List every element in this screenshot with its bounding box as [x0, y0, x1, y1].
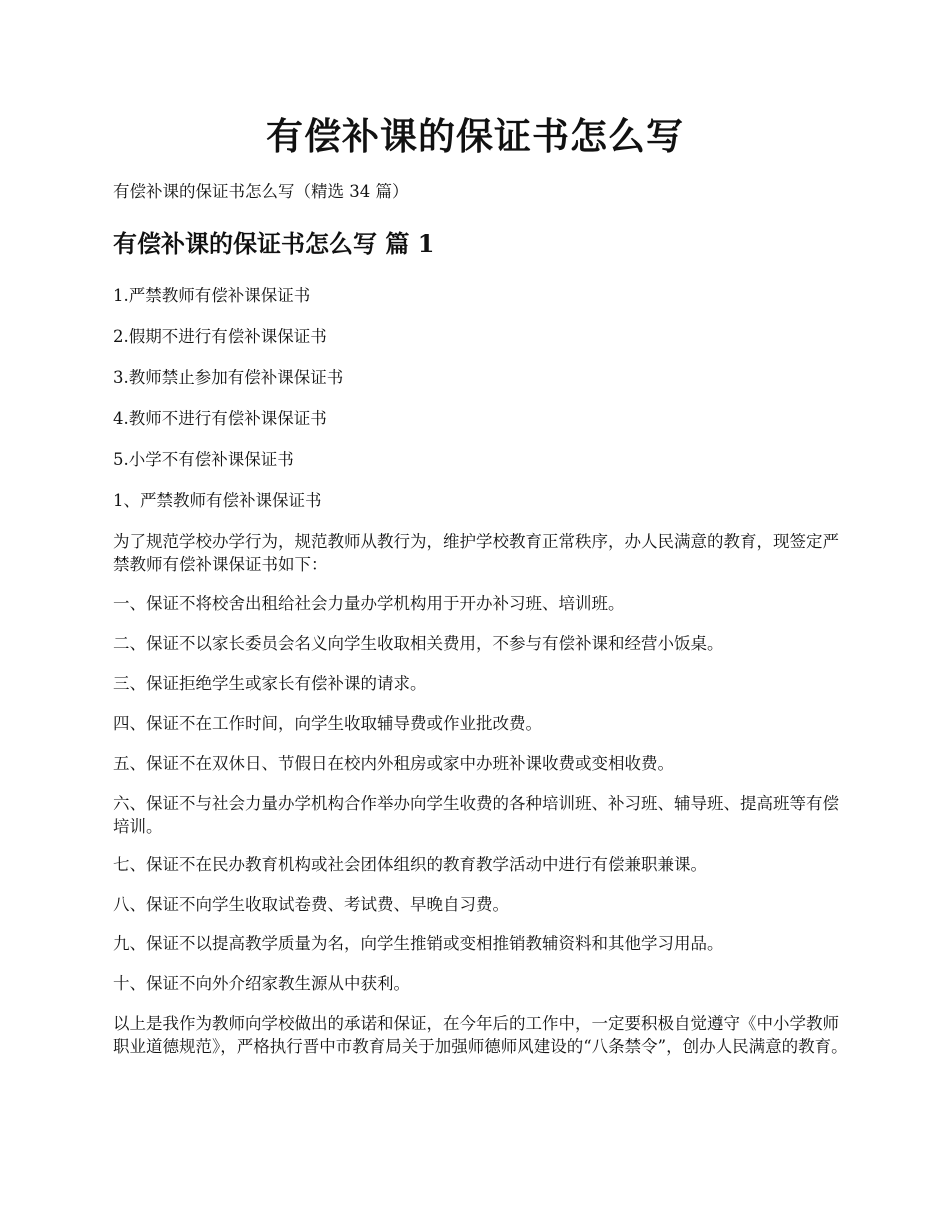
list-item: 4.教师不进行有偿补课保证书 [113, 409, 327, 428]
list-item: 二、保证不以家长委员会名义向学生收取相关费用，不参与有偿补课和经营小饭桌。 [113, 634, 724, 653]
list-item: 六、保证不与社会力量办学机构合作举办向学生收费的各种培训班、补习班、辅导班、提高班等有偿培训。 [113, 794, 839, 836]
list-item: 八、保证不向学生收取试卷费、考试费、早晚自习费。 [113, 895, 509, 914]
list-item: 1.严禁教师有偿补课保证书 [113, 286, 311, 305]
intro-paragraph: 为了规范学校办学行为，规范教师从教行为，维护学校教育正常秩序，办人民满意的教育，现签定严禁教师有偿补课保证书如下： [113, 532, 839, 574]
list-item: 五、保证不在双休日、节假日在校内外租房或家中办班补课收费或变相收费。 [113, 754, 674, 773]
section-heading: 有偿补课的保证书怎么写 篇 1 [113, 229, 435, 258]
document-title: 有偿补课的保证书怎么写 [266, 114, 684, 158]
list-item: 四、保证不在工作时间，向学生收取辅导费或作业批改费。 [113, 714, 542, 733]
list-item: 3.教师禁止参加有偿补课保证书 [113, 368, 344, 387]
closing-paragraph: 以上是我作为教师向学校做出的承诺和保证，在今年后的工作中，一定要积极自觉遵守《中小学教师职业道德规范》，严格执行晋中市教育局关于加强师德师风建设的“八条禁令”，创办人民满意的教育。 [113, 1014, 848, 1056]
list-item: 七、保证不在民办教育机构或社会团体组织的教育教学活动中进行有偿兼职兼课。 [113, 855, 707, 874]
list-item: 2.假期不进行有偿补课保证书 [113, 327, 327, 346]
list-item: 十、保证不向外介绍家教生源从中获利。 [113, 974, 410, 993]
list-item: 5.小学不有偿补课保证书 [113, 450, 294, 469]
list-item: 九、保证不以提高教学质量为名，向学生推销或变相推销教辅资料和其他学习用品。 [113, 934, 724, 953]
list-item: 三、保证拒绝学生或家长有偿补课的请求。 [113, 674, 427, 693]
list-item: 1、严禁教师有偿补课保证书 [113, 491, 322, 510]
document-subtitle: 有偿补课的保证书怎么写（精选 34 篇） [113, 182, 409, 201]
list-item: 一、保证不将校舍出租给社会力量办学机构用于开办补习班、培训班。 [113, 594, 625, 613]
